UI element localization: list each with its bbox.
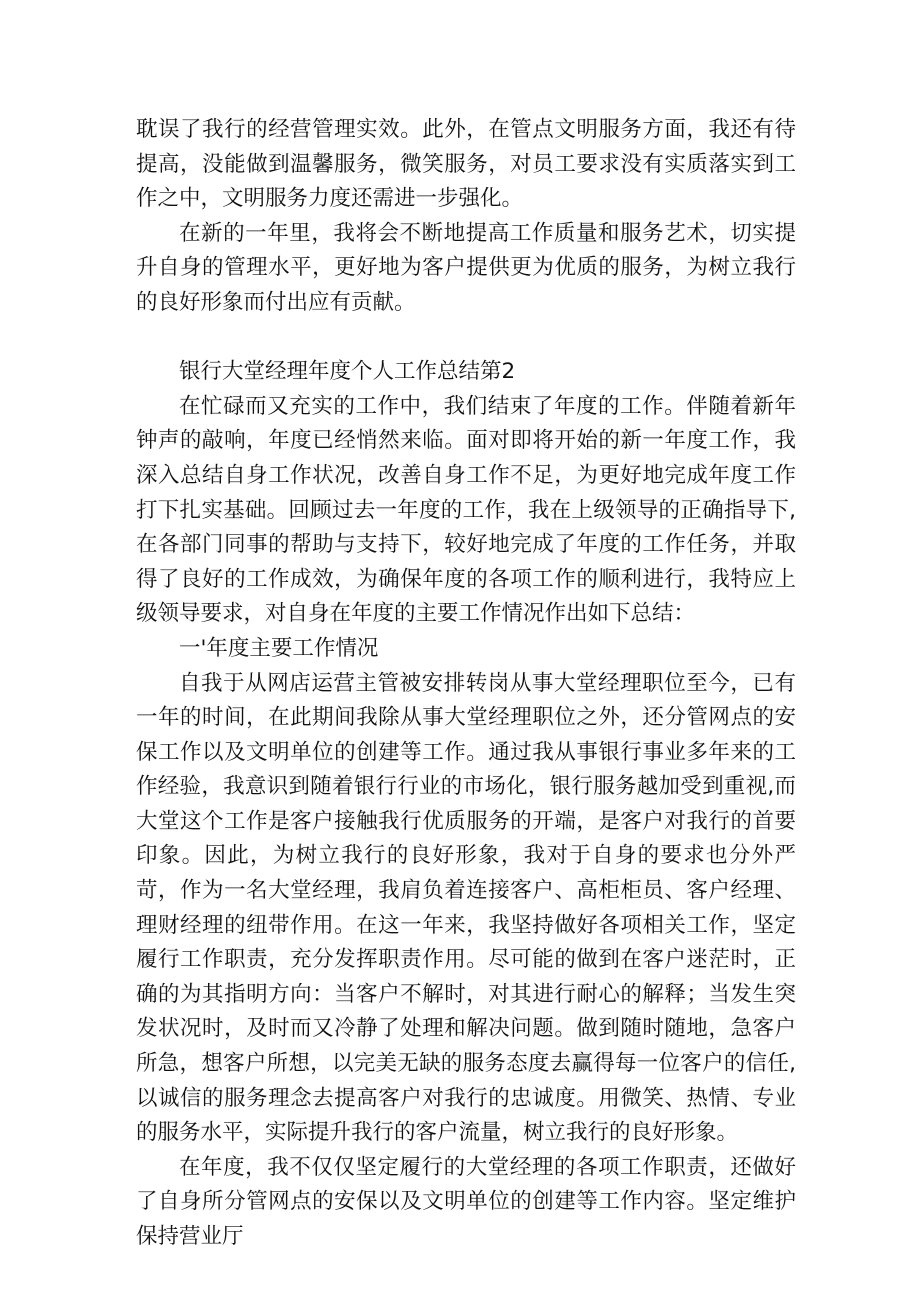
paragraph-new-year: 在新的一年里，我将会不断地提高工作质量和服务艺术，切实提升自身的管理水平，更好地为客户提供更为优质的服务，为树立我行的良好形象而付出应有贡献。 (136, 220, 796, 315)
subsection-title: 一'年度主要工作情况 (179, 635, 379, 661)
paragraph-security-work: 在年度，我不仅仅坚定履行的大堂经理的各项工作职责，还做好了自身所分管网点的安保以及文明单位的创建等工作内容。坚定维护保持营业厅 (136, 1154, 796, 1249)
document-body (136, 113, 796, 1255)
blank-line (136, 321, 796, 356)
paragraph-work-situation: 自我于从网店运营主管被安排转岗从事大堂经理职位至今，已有一年的时间，在此期间我除从事大堂经理职位之外，还分管网点的安保工作以及文明单位的创建等工作。通过我从事银行事业多年来的工作经验，我意识到随着银行行业的市场化，银行服务越加受到重视,而大堂这个工作是客户接触我行优质服务的开端，是客户对我行的首要印象。因此，为树立我行的良好形象，我对于自身的要求也分外严苛，作为一名大堂经理，我肩负着连接客户、高柜柜员、客户经理、理财经理的纽带作用。在这一年来，我坚持做好各项相关工作，坚定履行工作职责，充分发挥职责作用。尽可能的做到在客户迷茫时，正确的为其指明方向：当客户不解时，对其进行耐心的解释；当发生突发状况时，及时而又冷静了处理和解决问题。做到随时随地，急客户所急，想客户所想，以完美无缺的服务态度去赢得每一位客户的信任,以诚信的服务理念去提高客户对我行的忠诚度。用微笑、热情、专业的服务水平，实际提升我行的客户流量，树立我行的良好形象。 (136, 670, 796, 1146)
paragraph-intro: 在忙碌而又充实的工作中，我们结束了年度的工作。伴随着新年钟声的敲响，年度已经悄然来临。面对即将开始的新一年度工作，我深入总结自身工作状况，改善自身工作不足，为更好地完成年度工作打下扎实基础。回顾过去一年度的工作，我在上级领导的正确指导下,在各部门同事的帮助与支持下，较好地完成了年度的工作任务，并取得了良好的工作成效，为确保年度的各项工作的顺利进行，我特应上级领导要求，对自身在年度的主要工作情况作出如下总结： (136, 393, 796, 627)
section-heading: 银行大堂经理年度个人工作总结第2 (179, 359, 516, 385)
paragraph-continuation: 耽误了我行的经营管理实效。此外，在管点文明服务方面，我还有待提高，没能做到温馨服务，微笑服务，对员工要求没有实质落实到工作之中，文明服务力度还需进一步强化。 (136, 117, 796, 212)
